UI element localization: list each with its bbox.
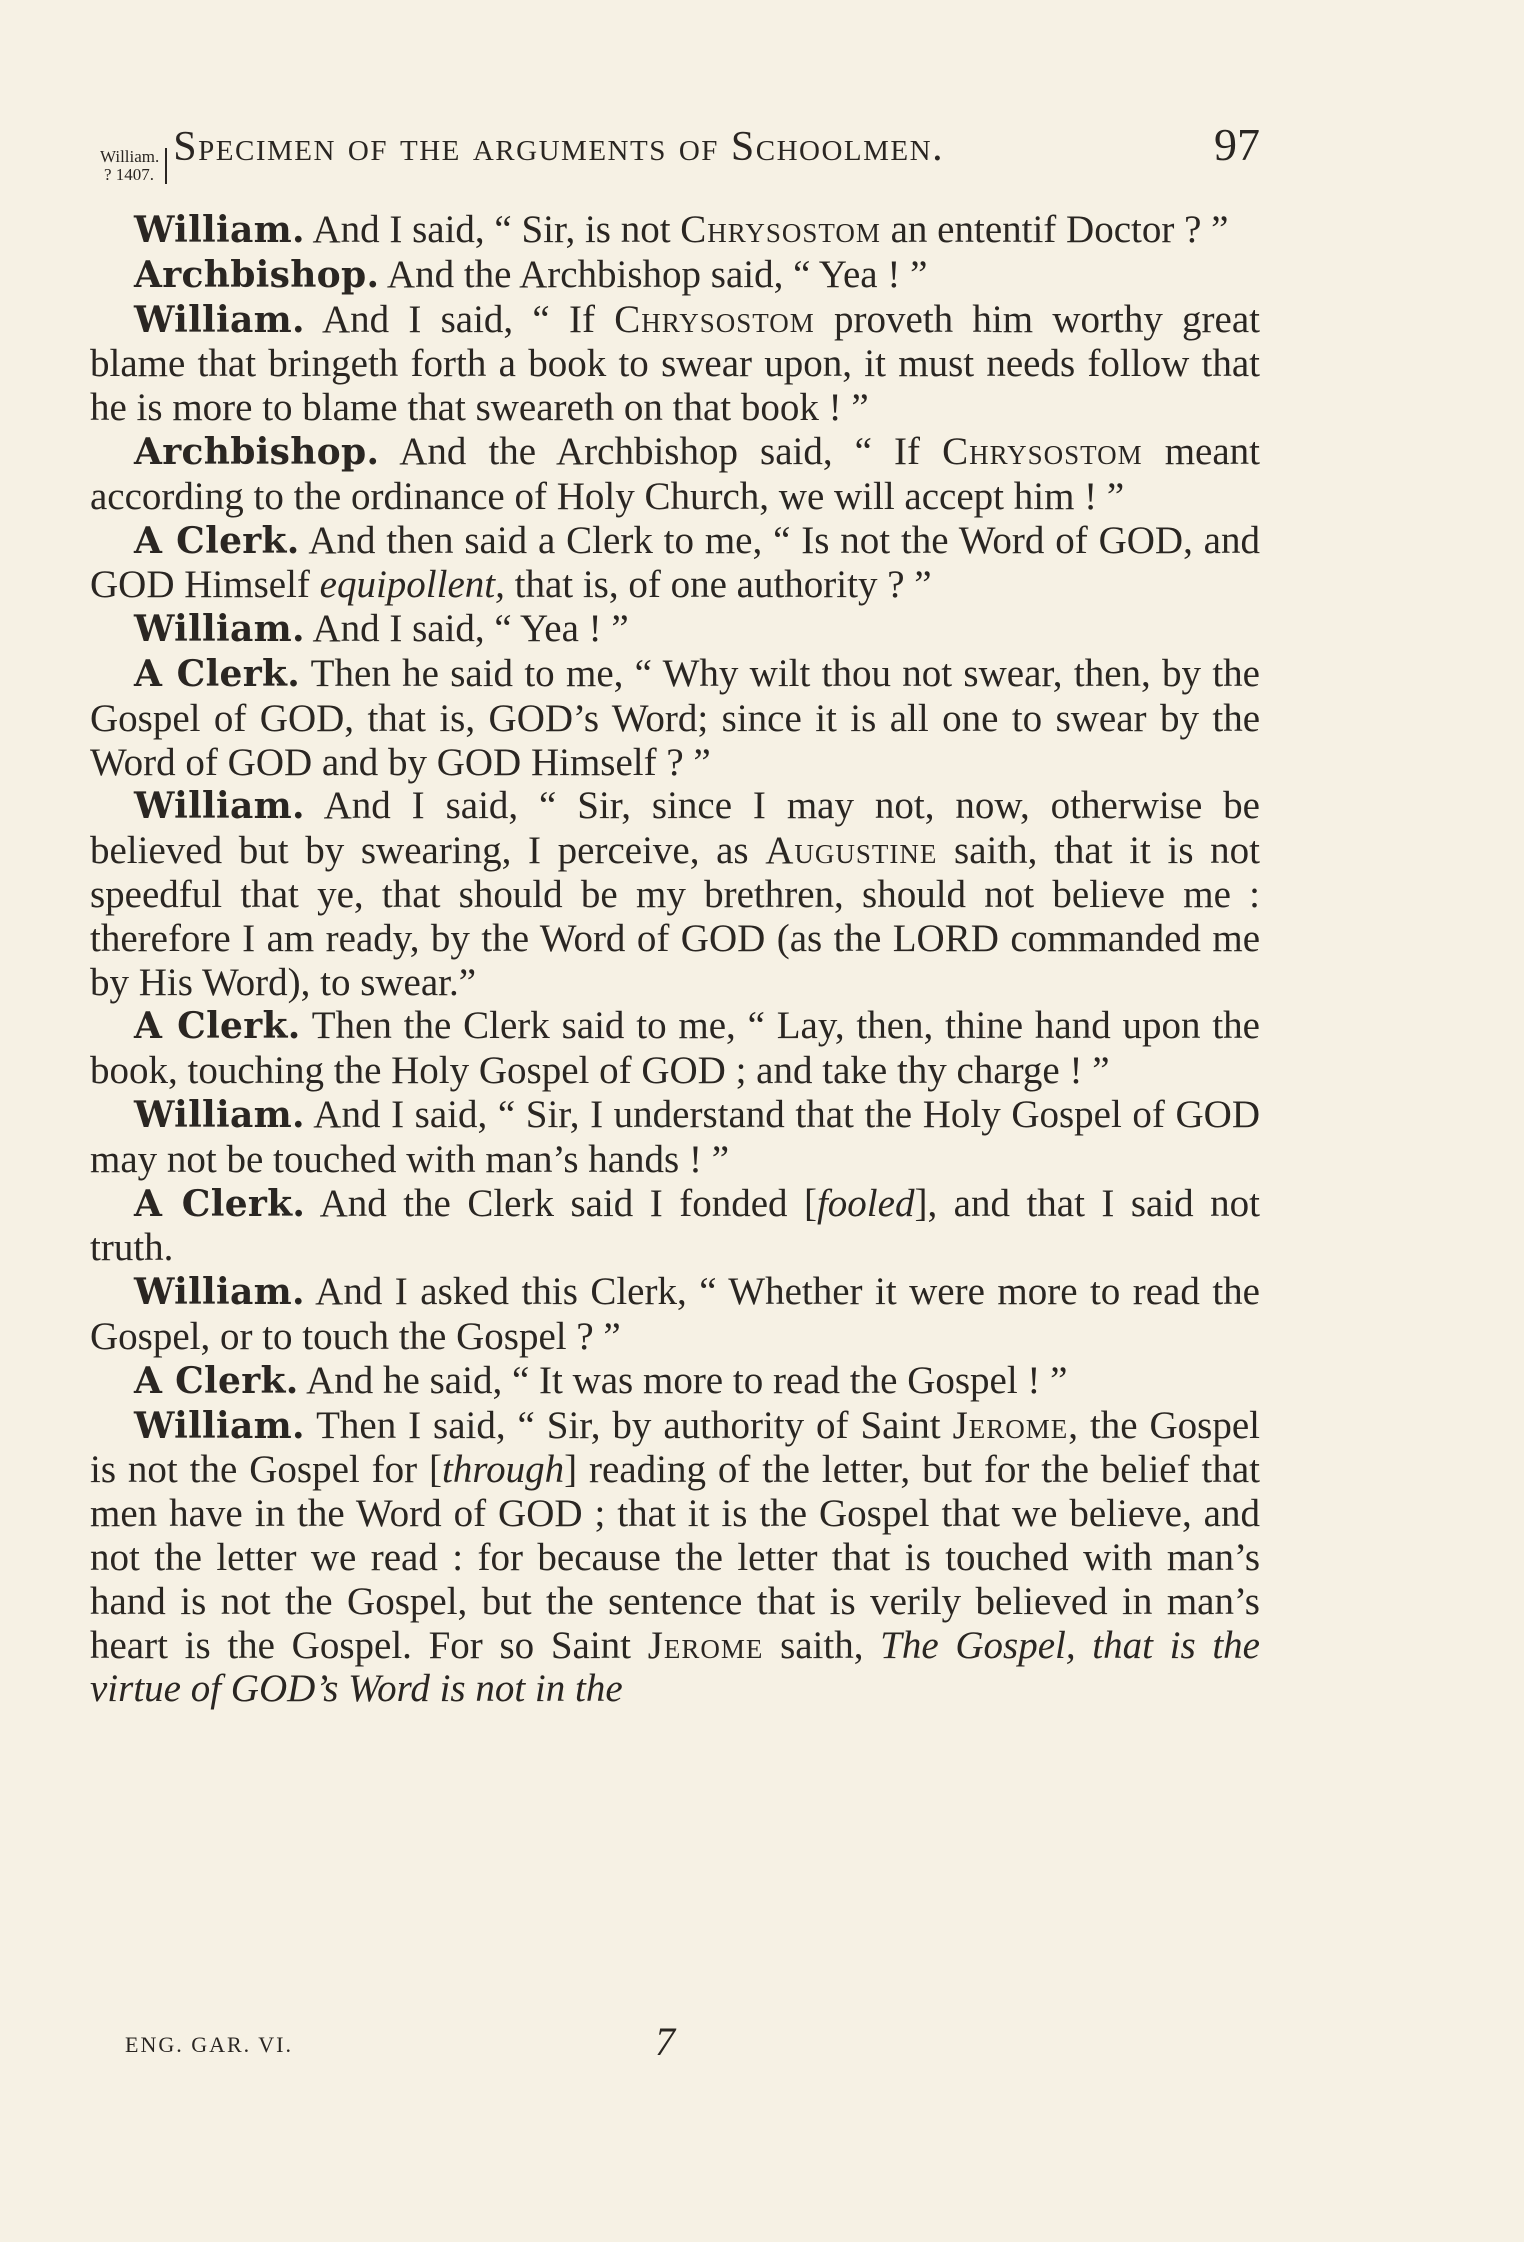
dialogue-text: Then he said to me, “ Why wilt thou not swear, then, by the Gospel of GOD, that is, GOD’s Word; since it is all one to swear by the Word of GOD and by GOD Himself ? ” (90, 651, 1260, 784)
proper-name: Jerome (952, 1403, 1069, 1447)
speaker-label: A Clerk. (134, 519, 300, 562)
speaker-label: William. (134, 209, 305, 251)
dialogue-text: an ententif Doctor ? ” (880, 208, 1229, 251)
dialogue-text: ], and that I said not truth. (90, 1181, 1260, 1270)
speaker-label: William. (134, 298, 305, 341)
dialogue-text: And I said, “ Sir, I understand that the Holy Gospel of GOD may not be touched with man’s hands ! ” (90, 1092, 1260, 1181)
proper-name: Jerome (647, 1623, 764, 1667)
dialogue-text: And the Archbishop said, “ Yea ! ” (379, 252, 928, 296)
dialogue-text: And the Archbishop said, “ If (379, 429, 943, 473)
proper-name: Augustine (765, 829, 938, 873)
speaker-label: William. (134, 608, 305, 651)
dialogue-text: And then said a Clerk to me, “ Is not the Word of GOD, and GOD Himself (90, 518, 1260, 607)
dialogue-text: And I asked this Clerk, “ Whether it were more to read the Gospel, or to touch the Gospel ? ” (90, 1270, 1260, 1358)
dialogue-text: proveth him worthy great blame that bringeth forth a book to swear upon, it must needs follow that he is more to blame that sweareth on that book ! ” (90, 297, 1261, 430)
italic-text: through (442, 1448, 565, 1492)
dialogue-paragraph (90, 1270, 1260, 1359)
dialogue-text: And I said, “ If (304, 297, 615, 341)
speaker-label: A Clerk. (134, 1182, 306, 1225)
dialogue-text: that is, of one authority ? ” (504, 563, 932, 607)
dialogue-paragraph (90, 208, 1260, 253)
running-title: Specimen of the arguments of Schoolmen. (173, 124, 945, 170)
dialogue-text: Then I said, “ Sir, by authority of Saint (304, 1403, 953, 1447)
marginal-name: William. (100, 147, 160, 166)
speaker-label: A Clerk. (134, 1359, 299, 1402)
italic-text: The Gospel, that is the virtue of GOD’s Word is not in the (90, 1623, 1260, 1711)
italic-text: fooled (816, 1181, 915, 1225)
body-text (90, 208, 1260, 1711)
speaker-label: William. (134, 1404, 305, 1447)
speaker-label: Archbishop. (134, 430, 380, 473)
dialogue-text: And I said, “ Sir, since I may not, now, otherwise be believed but by swearing, I perceive, as (90, 784, 1260, 873)
speaker-label: Archbishop. (134, 253, 380, 296)
dialogue-paragraph (90, 519, 1260, 608)
dialogue-text: And he said, “ It was more to read the Gospel ! ” (298, 1358, 1068, 1402)
dialogue-paragraph (90, 784, 1260, 1004)
signature-line: ENG. GAR. VI. (125, 2032, 293, 2057)
page-number: 97 (1214, 119, 1260, 170)
running-header (100, 118, 1260, 182)
proper-name: Chrysostom (680, 208, 881, 251)
italic-text: equipollent, (319, 563, 505, 607)
dialogue-text: saith, that it is not speedful that ye, that should be my brethren, should not believe me : therefore I am ready, by the Word of GOD (as the LORD commanded me by His Word), to swear.” (90, 829, 1260, 1004)
dialogue-text: And I said, “ Yea ! ” (304, 607, 629, 651)
marginal-year: ? 1407. (104, 165, 155, 184)
dialogue-paragraph (90, 1093, 1260, 1182)
dialogue-paragraph (90, 1404, 1260, 1712)
dialogue-paragraph (90, 1182, 1260, 1271)
proper-name: Chrysostom (942, 429, 1143, 473)
dialogue-paragraph (90, 430, 1260, 519)
speaker-label: William. (134, 785, 305, 828)
speaker-label: A Clerk. (134, 652, 301, 695)
signature-mark: 7 (655, 2019, 675, 2064)
dialogue-paragraph (90, 1359, 1260, 1404)
proper-name: Chrysostom (614, 297, 815, 341)
dialogue-paragraph (90, 298, 1260, 430)
dialogue-text: saith, (763, 1623, 881, 1667)
dialogue-text: Then the Clerk said to me, “ Lay, then, thine hand upon the book, touching the Holy Gospel of GOD ; and take thy charge ! ” (90, 1004, 1260, 1093)
speaker-label: William. (134, 1093, 305, 1136)
dialogue-text: And the Clerk said I fonded [ (305, 1181, 817, 1225)
dialogue-paragraph (90, 607, 1260, 652)
dialogue-text: meant according to the ordinance of Holy Church, we will accept him ! ” (90, 429, 1260, 518)
marginal-note (100, 148, 167, 184)
dialogue-text: , the Gospel is not the Gospel for [ (90, 1403, 1260, 1492)
speaker-label: William. (134, 1271, 305, 1314)
dialogue-text: And I said, “ Sir, is not (304, 208, 681, 251)
dialogue-text: ] reading of the letter, but for the belief that men have in the Word of GOD ; that it is the Gospel that we believe, and not the letter we read : for because the letter that is touched with man’s hand is not the Gospel, but the sentence that is verily believed in man’s heart is the Gospel. For so Saint (90, 1448, 1260, 1667)
speaker-label: A Clerk. (134, 1005, 301, 1048)
dialogue-paragraph (90, 652, 1260, 784)
dialogue-paragraph (90, 1004, 1260, 1093)
dialogue-paragraph (90, 253, 1260, 298)
